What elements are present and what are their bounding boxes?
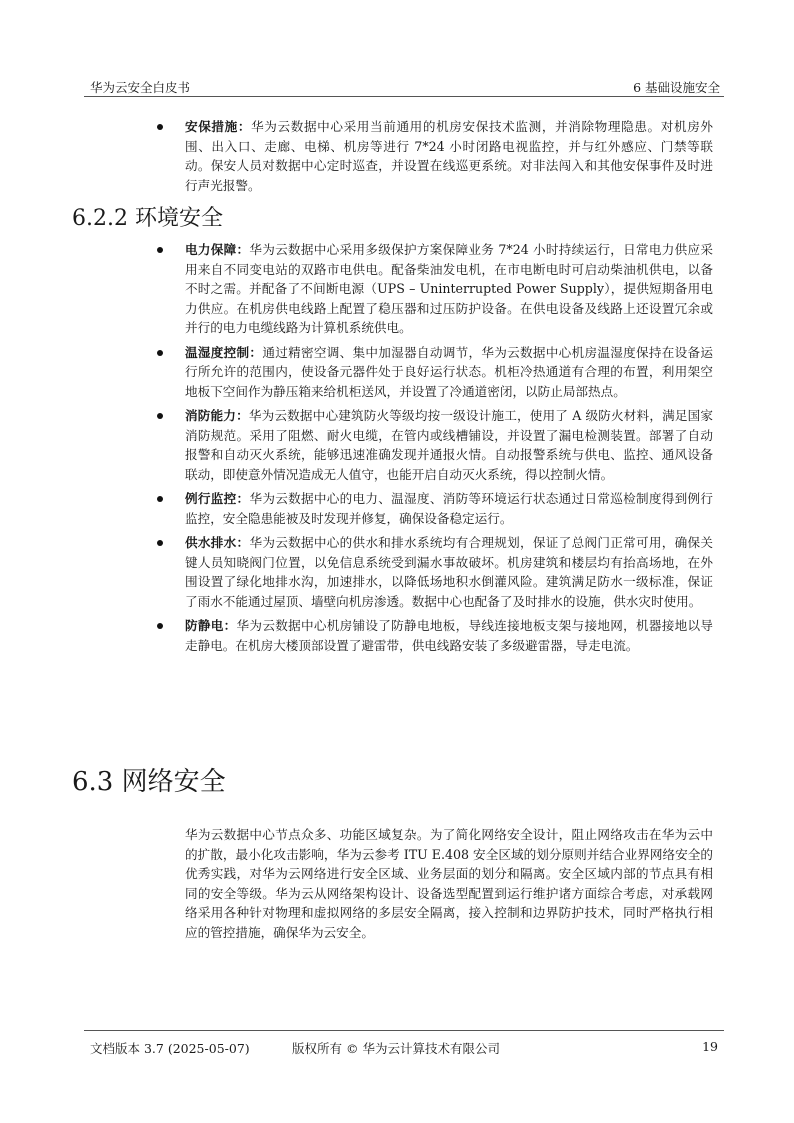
bullet-icon <box>157 247 163 253</box>
list-item <box>185 406 713 484</box>
list-item <box>185 343 713 402</box>
section-paragraph: 华为云数据中心节点众多、功能区域复杂。为了简化网络安全设计，阻止网络攻击在华为云中的扩散，最小化攻击影响，华为云参考 ITU E.408 安全区域的划分原则并结合业界网络安全的优秀实践，对华为云网络进行安全区域、业务层面的划分和隔离。安全区域内部的节点具有相同的安全等级。华为云从网络架构设计、设备选型配置到运行维护诸方面综合考虑，对承载网络采用各种针对物理和虚拟网络的多层安全隔离，接入控制和边界防护技术，同时严格执行相应的管控措施，确保华为云安全。 <box>185 827 713 940</box>
list-item <box>185 240 713 338</box>
section-heading-6-2-2: 6.2.2 环境安全 <box>72 206 223 231</box>
bullet-label: 电力保障： <box>185 242 250 257</box>
bullet-icon <box>157 350 163 356</box>
bullet-text: 华为云数据中心的电力、温湿度、消防等环境运行状态通过日常巡检制度得到例行监控，安全隐患能被及时发现并修复，确保设备稳定运行。 <box>185 491 714 526</box>
bullet-label: 例行监控： <box>185 491 250 506</box>
list-item <box>185 489 713 528</box>
bullet-list-top <box>185 117 713 200</box>
bullet-list-environment <box>185 240 713 660</box>
bullet-icon <box>157 623 163 629</box>
bullet-label: 温湿度控制： <box>185 344 263 360</box>
bullet-text: 华为云数据中心采用当前通用的机房安保技术监测，并消除物理隐患。对机房外围、出入口、走廊、电梯、机房等进行 7*24 小时闭路电视监控，并与红外感应、门禁等联动。保安人员对数据中心定时巡查，并设置在线巡更系统。对非法闯入和其他安保事件及时进行声光报警。 <box>185 119 714 193</box>
list-item <box>185 533 713 611</box>
header-chapter: 6 基础设施安全 <box>633 80 720 95</box>
bullet-icon <box>157 413 163 419</box>
page-footer <box>84 1030 724 1056</box>
bullet-label: 消防能力： <box>185 408 249 423</box>
bullet-text: 华为云数据中心机房铺设了防静电地板，导线连接地板支架与接地网，机器接地以导走静电。在机房大楼顶部设置了避雷带，供电线路安装了多级避雷器，导走电流。 <box>185 618 714 653</box>
bullet-text: 华为云数据中心建筑防火等级均按一级设计施工，使用了 A 级防火材料，满足国家消防规范。采用了阻燃、耐火电缆，在管内或线槽铺设，并设置了漏电检测装置。部署了自动报警和自动灭火系统，能够迅速准确发现并通报火情。自动报警系统与供电、监控、通风设备联动，即使意外情况造成无人值守，也能开启自动灭火系统，得以控制火情。 <box>185 408 713 482</box>
section-heading-6-3: 6.3 网络安全 <box>72 767 226 797</box>
footer-copyright: 版权所有 © 华为云计算技术有限公司 <box>292 1041 500 1056</box>
bullet-icon <box>157 496 163 502</box>
list-item <box>185 616 713 655</box>
bullet-icon <box>157 124 163 130</box>
bullet-label: 防静电： <box>185 618 237 633</box>
page-number: 19 <box>702 1039 718 1054</box>
page-header <box>84 78 724 97</box>
bullet-icon <box>157 540 163 546</box>
footer-version: 文档版本 3.7 (2025-05-07) <box>90 1041 250 1056</box>
bullet-text: 通过精密空调、集中加湿器自动调节，华为云数据中心机房温湿度保持在设备运行所允许的范围内，使设备元器件处于良好运行状态。机柜冷热通道有合理的布置，利用架空地板下空间作为静压箱来给机柜送风，并设置了冷通道密闭，以防止局部热点。 <box>185 344 714 399</box>
list-item <box>185 117 713 195</box>
bullet-text: 华为云数据中心的供水和排水系统均有合理规划，保证了总阀门正常可用，确保关键人员知晓阀门位置，以免信息系统受到漏水事故破坏。机房建筑和楼层均有抬高场地，在外围设置了绿化地排水沟，加速排水，以降低场地积水倒灌风险。建筑满足防水一级标准，保证了雨水不能通过屋顶、墙壁向机房渗透。数据中心也配备了及时排水的设施，供水灾时使用。 <box>185 535 714 609</box>
header-doc-title: 华为云安全白皮书 <box>90 80 191 95</box>
bullet-text: 华为云数据中心采用多级保护方案保障业务 7*24 小时持续运行，日常电力供应采用来自不同变电站的双路市电供电。配备柴油发电机，在市电断电时可启动柴油机供电，以备不时之需。并配备了不间断电源（UPS – Uninterrupted Power Supply），提供短期备用电力供应。在机房供电线路上配置了稳压器和过压防护设备。在供电设备及线路上还设置冗余或并行的电力电缆线路为计算机系统供电。 <box>185 242 714 335</box>
bullet-label: 安保措施： <box>185 119 252 134</box>
bullet-label: 供水排水： <box>185 535 250 550</box>
